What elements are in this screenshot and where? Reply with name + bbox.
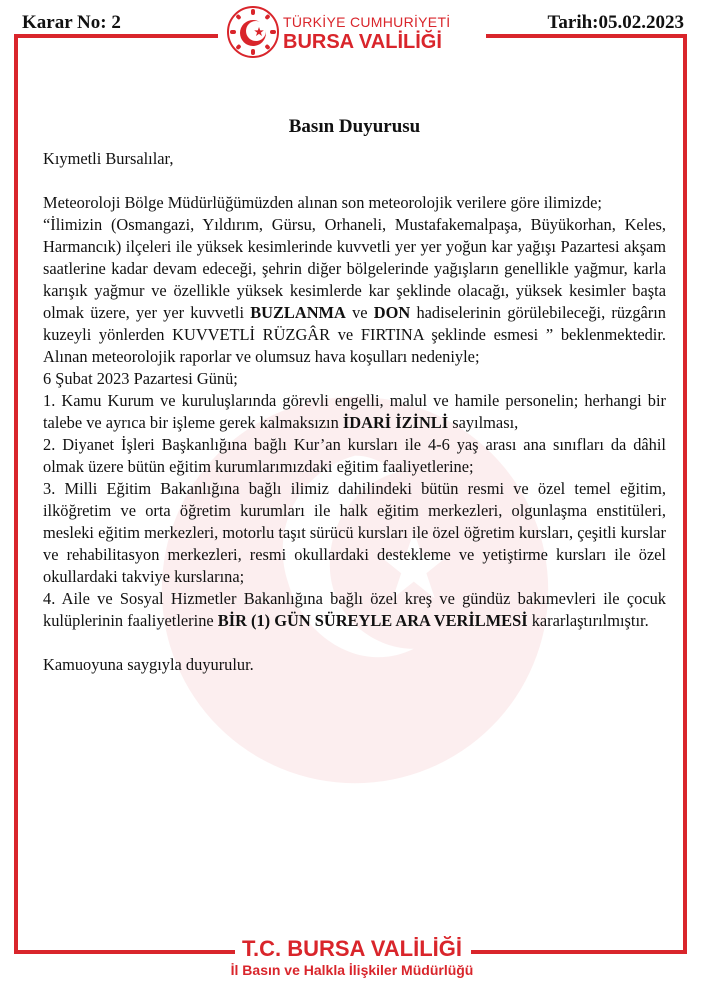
- item-1-text-a: 1. Kamu Kurum ve kuruluşlarında görevli engelli, malul ve hamile personelin; herhangi bir talebe ve ayrıca bir işleme gerek kalmaksızın: [43, 391, 666, 432]
- footer-title: T.C. BURSA VALİLİĞİ: [242, 936, 462, 961]
- item-2: 2. Diyanet İşleri Başkanlığına bağlı Kur’an kursları ile 4-6 yaş arası ana sınıfları da dâhil olmak üzere bütün eğitim kurumlarımızdaki eğitim faaliyetlerine;: [43, 435, 666, 476]
- footer-subtitle: İl Basın ve Halkla İlişkiler Müdürlüğü: [230, 962, 474, 978]
- administrative-leave: İDARİ İZİNLİ: [342, 413, 449, 432]
- weather-text-a: “İlimizin (Osmangazi, Yıldırım, Gürsu, Orhaneli, Mustafakemalpaşa, Büyükorhan, Keles, Harmancık) ilçeleri ile yüksek kesimlerinde kuvvetli yer yer yoğun kar yağışı Pazartesi akşam saatlerine kadar devam edeceği, şehrin diğer bölgelerinde yağışların genellikle yağmur, karla karışık yağmur ve özellikle yüksek kesimlerde kar şeklinde olacağı, yüksek kesimler başta olmak üzere, yer yer kuvvetli: [43, 215, 666, 322]
- document-title: Basın Duyurusu: [288, 116, 421, 137]
- item-4-text-c: kararlaştırılmıştır.: [527, 611, 649, 630]
- document-body: [43, 116, 666, 676]
- item-1: [43, 390, 666, 434]
- governorship-emblem-icon: [227, 6, 279, 58]
- document-date: Tarih:05.02.2023: [547, 12, 684, 33]
- day-line: 6 Şubat 2023 Pazartesi Günü;: [43, 369, 238, 388]
- item-4-text-a: 4. Aile ve Sosyal Hizmetler Bakanlığına bağlı özel kreş ve gündüz bakımevleri ile çocuk kulüplerinin faaliyetlerine: [43, 589, 666, 630]
- one-day-break: BİR (1) GÜN SÜREYLE ARA VERİLMESİ: [217, 611, 528, 630]
- item-3: 3. Milli Eğitim Bakanlığına bağlı ilimiz dahilindeki bütün resmi ve özel temel eğitim, ilköğretim ve orta öğretim kurumları ile halk eğitim merkezleri, olgunlaşma enstitüleri, mesleki eğitim merkezleri, motorlu taşıt sürücü kursları ile özel öğretim kursları, çeşitli kurslar ve rehabilitasyon merkezleri, resmi okullardaki destekleme ve yetiştirme kursları ile özel okullardaki takviye kurslarına;: [43, 479, 666, 586]
- spacer: [43, 632, 666, 654]
- intro-paragraph: Meteoroloji Bölge Müdürlüğümüzden alınan son meteorolojik verilere göre ilimizde;: [43, 193, 602, 212]
- decision-number: Karar No: 2: [22, 12, 121, 33]
- greeting: Kıymetli Bursalılar,: [43, 149, 174, 168]
- brand-line-1: TÜRKİYE CUMHURİYETİ: [283, 14, 451, 30]
- weather-paragraph: [43, 214, 666, 368]
- item-4: [43, 588, 666, 632]
- icing-warning: BUZLANMA: [250, 303, 346, 322]
- item-1-text-c: sayılması,: [448, 413, 519, 432]
- frost-warning: DON: [373, 303, 411, 322]
- brand-line-2: BURSA VALİLİĞİ: [283, 31, 442, 53]
- closing-line: Kamuoyuna saygıyla duyurulur.: [43, 655, 254, 674]
- weather-text-c: ve: [345, 303, 374, 322]
- weather-text-d: hadiselerinin görülebileceği, rüzgârın kuzeyli yönlerden KUVVETLİ RÜZGÂR ve FIRTINA şeklinde esmesi ” beklenmektedir. Alınan meteorolojik raporlar ve olumsuz hava koşulları nedeniyle;: [43, 303, 666, 366]
- brand-block: [283, 14, 451, 54]
